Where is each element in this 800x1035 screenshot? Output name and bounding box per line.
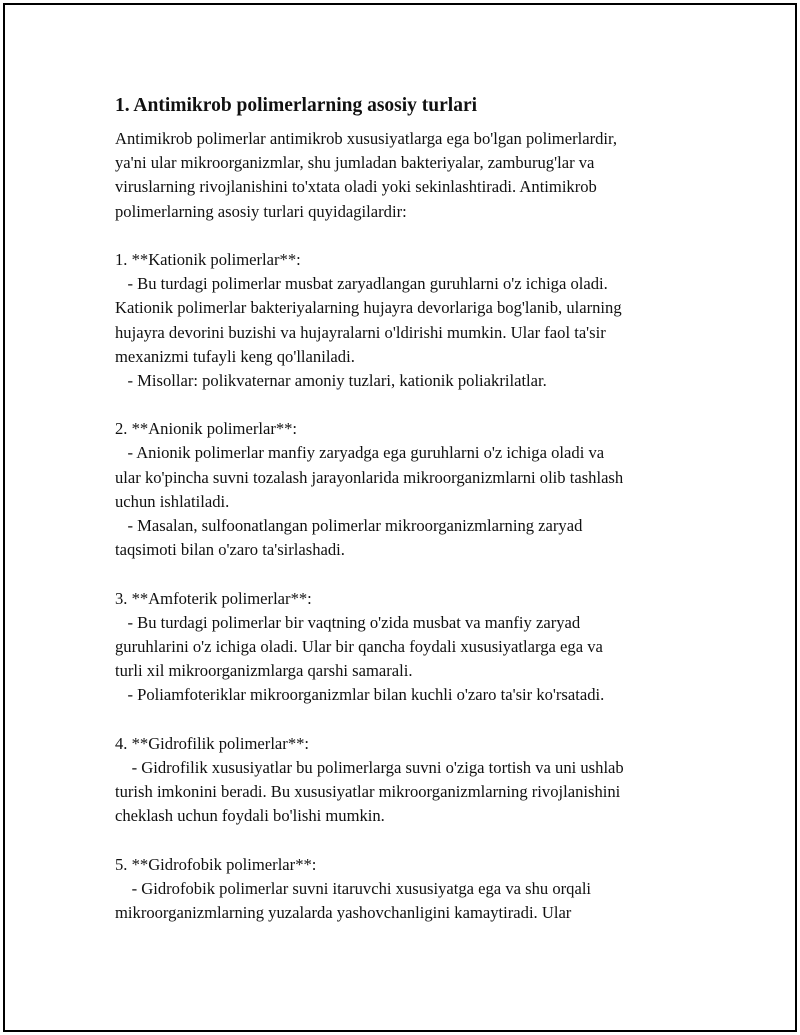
text-line: taqsimoti bilan o'zaro ta'sirlashadi.: [115, 540, 345, 560]
text-line: [115, 828, 695, 852]
text-line: viruslarning rivojlanishini to'xtata oladi yoki sekinlashtiradi. Antimikrob: [115, 177, 597, 197]
text-line: - Anionik polimerlar manfiy zaryadga ega guruhlarni o'z ichiga oladi va: [115, 443, 605, 463]
text-line: - Bu turdagi polimerlar musbat zaryadlangan guruhlarni o'z ichiga oladi.: [115, 274, 608, 294]
section-heading: 1. Antimikrob polimerlarning asosiy turlari: [115, 95, 478, 116]
text-line: 2. **Anionik polimerlar**:: [115, 419, 298, 439]
body-text: [115, 127, 695, 925]
text-line: Kationik polimerlar bakteriyalarning hujayra devorlariga bog'lanib, ularning: [115, 298, 622, 318]
text-line: - Gidrofobik polimerlar suvni itaruvchi xususiyatga ega va shu orqali: [115, 878, 592, 898]
text-line: uchun ishlatiladi.: [115, 491, 230, 511]
text-line: guruhlarini o'z ichiga oladi. Ular bir qancha foydali xususiyatlarga ega va: [115, 636, 603, 656]
text-line: [115, 708, 695, 732]
text-line: turish imkonini beradi. Bu xususiyatlar mikroorganizmlarning rivojlanishini: [115, 782, 621, 802]
text-line: mikroorganizmlarning yuzalarda yashovchanligini kamaytiradi. Ular: [115, 903, 572, 922]
text-line: ular ko'pincha suvni tozalash jarayonlarida mikroorganizmlarni olib tashlash: [115, 467, 624, 487]
text-line: polimerlarning asosiy turlari quyidagilardir:: [115, 201, 407, 221]
text-line: 3. **Amfoterik polimerlar**:: [115, 588, 312, 608]
text-line: mexanizmi tufayli keng qo'llaniladi.: [115, 346, 355, 366]
text-line: turli xil mikroorganizmlarga qarshi samarali.: [115, 661, 413, 681]
text-line: Antimikrob polimerlar antimikrob xususiyatlarga ega bo'lgan polimerlardir,: [115, 129, 618, 148]
text-line: 1. **Kationik polimerlar**:: [115, 249, 301, 269]
text-line: - Misollar: polikvaternar amoniy tuzlari, kationik poliakrilatlar.: [115, 370, 547, 390]
text-line: ya'ni ular mikroorganizmlar, shu jumladan bakteriyalar, zamburug'lar va: [115, 153, 595, 173]
document-body: [115, 93, 695, 925]
text-line: 5. **Gidrofobik polimerlar**:: [115, 854, 317, 874]
text-line: [115, 562, 695, 586]
text-line: [115, 224, 695, 248]
text-line: - Gidrofilik xususiyatlar bu polimerlarga suvni o'ziga tortish va uni ushlab: [115, 757, 624, 777]
text-line: 4. **Gidrofilik polimerlar**:: [115, 733, 310, 753]
text-line: hujayra devorini buzishi va hujayralarni o'ldirishi mumkin. Ular faol ta'sir: [115, 322, 606, 342]
text-line: cheklash uchun foydali bo'lishi mumkin.: [115, 806, 385, 826]
text-line: - Bu turdagi polimerlar bir vaqtning o'zida musbat va manfiy zaryad: [115, 612, 581, 632]
text-line: - Poliamfoteriklar mikroorganizmlar bilan kuchli o'zaro ta'sir ko'rsatadi.: [115, 685, 605, 705]
text-line: [115, 393, 695, 417]
text-line: - Masalan, sulfoonatlangan polimerlar mikroorganizmlarning zaryad: [115, 516, 583, 535]
